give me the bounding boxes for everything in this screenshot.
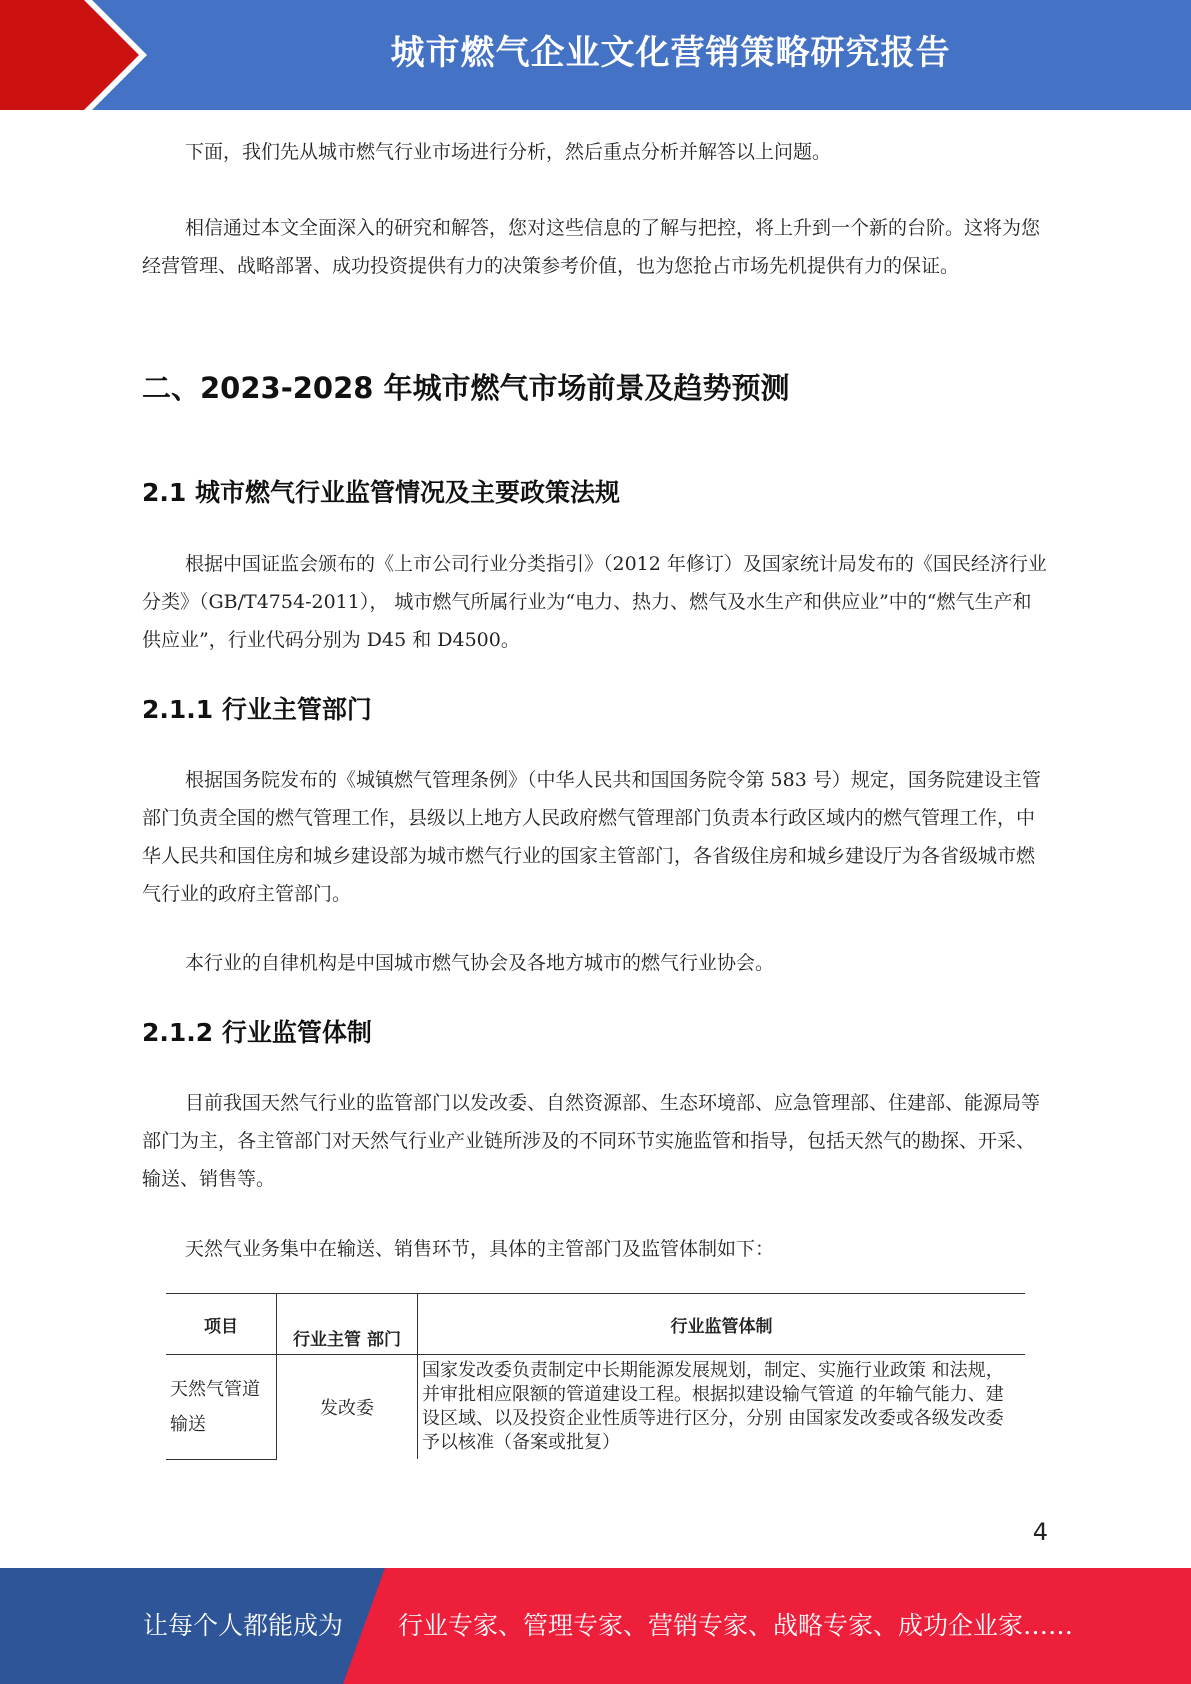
section-heading-2-1-1: 2.1.1 行业主管部门 (142, 695, 372, 724)
regulation-table (166, 1293, 1025, 1460)
column-header-item: 项目 (166, 1294, 277, 1355)
section-heading-2-1: 2.1 城市燃气行业监管情况及主要政策法规 (142, 478, 620, 507)
page-header (0, 0, 1191, 110)
header-chevron-decoration (0, 0, 160, 110)
page-footer (0, 1568, 1191, 1684)
paragraph-2-1: 根据中国证监会颁布的《上市公司行业分类指引》（2012 年修订）及国家统计局发布的《国民经济行业分类》（GB/T4754-2011）， 城市燃气所属行业为“电力、热力、燃气及水生产和供应业”中的“燃气生产和供应业”，行业代码分别为 D45 和 D4500。 (142, 553, 1047, 651)
footer-slogan-left: 让每个人都能成为 (143, 1611, 344, 1640)
column-header-department: 行业主管 部门 (277, 1294, 418, 1355)
intro-paragraph-2: 相信通过本文全面深入的研究和解答，您对这些信息的了解与把控，将上升到一个新的台阶。这将为您经营管理、战略部署、成功投资提供有力的决策参考价值，也为您抢占市场先机提供有力的保证。 (142, 217, 1041, 277)
report-title: 城市燃气企业文化营销策略研究报告 (390, 33, 951, 73)
cell-item: 天然气管道输送 (166, 1355, 277, 1460)
table-row (166, 1355, 1025, 1460)
column-header-system: 行业监管体制 (418, 1294, 1026, 1355)
cell-department: 发改委 (277, 1355, 418, 1460)
page-number: 4 (1032, 1518, 1048, 1546)
paragraph-2-1-2-b: 天然气业务集中在输送、销售环节，具体的主管部门及监管体制如下： (185, 1238, 775, 1260)
table-header-row (166, 1294, 1025, 1355)
intro-paragraph-1: 下面，我们先从城市燃气行业市场进行分析，然后重点分析并解答以上问题。 (185, 141, 832, 163)
section-heading-2: 二、2023-2028 年城市燃气市场前景及趋势预测 (142, 371, 790, 405)
paragraph-2-1-2-a: 目前我国天然气行业的监管部门以发改委、自然资源部、生态环境部、应急管理部、住建部、能源局等部门为主，各主管部门对天然气行业产业链所涉及的不同环节实施监管和指导，包括天然气的勘探、开采、输送、销售等。 (142, 1092, 1041, 1190)
paragraph-2-1-1-a: 根据国务院发布的《城镇燃气管理条例》（中华人民共和国国务院令第 583 号）规定，国务院建设主管部门负责全国的燃气管理工作，县级以上地方人民政府燃气管理部门负责本行政区域内的燃气管理工作，中华人民共和国住房和城乡建设部为城市燃气行业的国家主管部门，各省级住房和城乡建设厅为各省级城市燃气行业的政府主管部门。 (142, 769, 1041, 905)
cell-system: 国家发改委负责制定中长期能源发展规划，制定、实施行业政策 和法规，并审批相应限额的管道建设工程。根据拟建设输气管道 的年输气能力、建设区域、以及投资企业性质等进行区分，分别 由国家发改委或各级发改委予以核准（备案或批复） (422, 1360, 1004, 1453)
section-heading-2-1-2: 2.1.2 行业监管体制 (142, 1018, 372, 1047)
footer-slogan-right: 行业专家、管理专家、营销专家、战略专家、成功企业家…… (398, 1611, 1074, 1640)
paragraph-2-1-1-b: 本行业的自律机构是中国城市燃气协会及各地方城市的燃气行业协会。 (185, 952, 775, 974)
